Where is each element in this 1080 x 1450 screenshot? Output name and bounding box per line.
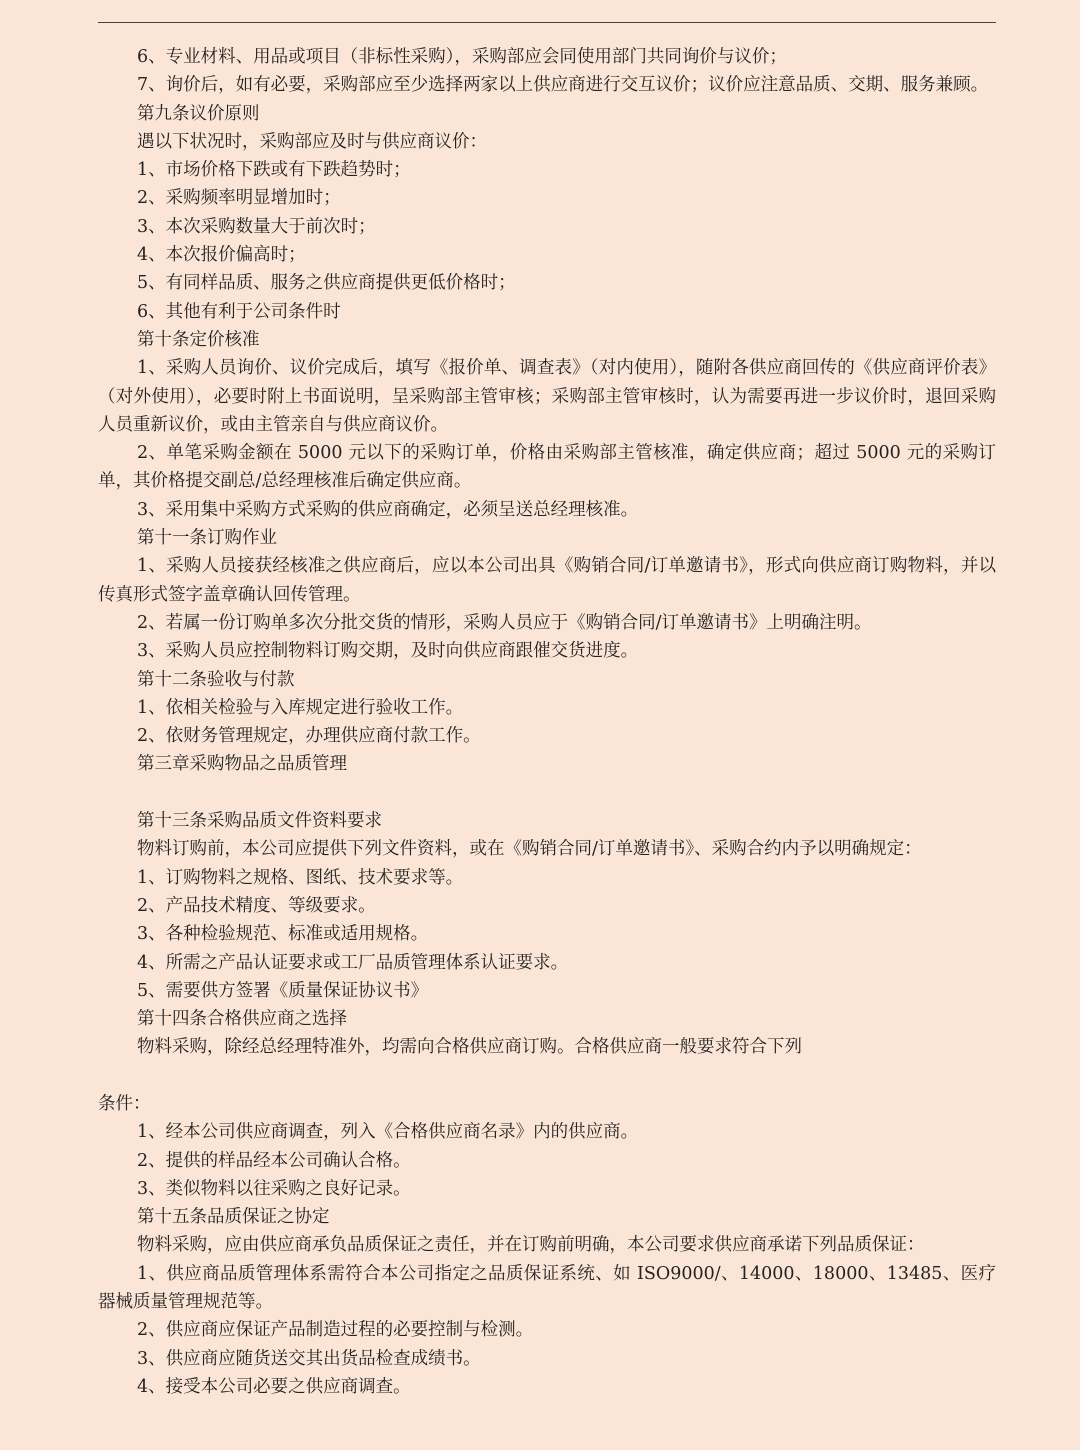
- blank-line: [98, 1062, 996, 1090]
- section-pricing-and-ordering: [98, 43, 996, 779]
- paragraph: 4、本次报价偏高时；: [137, 245, 306, 266]
- paragraph: 4、接受本公司必要之供应商调查。: [137, 1376, 411, 1397]
- paragraph: 第十条定价核准: [137, 329, 260, 350]
- blank-line: [98, 779, 996, 807]
- paragraph: 1、采购人员询价、议价完成后，填写《报价单、调查表》（对内使用），随附各供应商回传的《供应商评价表》（对外使用），必要时附上书面说明，呈采购部主管审核；采购部主管审核时，认为需要再进一步议价时，退回采购人员重新议价，或由主管亲自与供应商议价。: [98, 358, 996, 435]
- section-supplier-conditions: [98, 1118, 996, 1401]
- top-divider: [98, 22, 996, 23]
- paragraph: 物料订购前，本公司应提供下列文件资料，或在《购销合同/订单邀请书》、采购合约内予以明确规定：: [137, 839, 922, 860]
- paragraph: 1、订购物料之规格、图纸、技术要求等。: [137, 867, 464, 888]
- document-body: [98, 43, 996, 1401]
- paragraph: 2、提供的样品经本公司确认合格。: [137, 1150, 411, 1171]
- section-quality-management: [98, 807, 996, 1062]
- paragraph: 第十三条采购品质文件资料要求: [137, 811, 382, 832]
- paragraph: 第三章采购物品之品质管理: [137, 754, 347, 775]
- paragraph: 2、产品技术精度、等级要求。: [137, 895, 376, 916]
- paragraph: 物料采购，应由供应商承负品质保证之责任，并在订购前明确，本公司要求供应商承诺下列品质保证：: [137, 1235, 925, 1256]
- paragraph: 3、各种检验规范、标准或适用规格。: [137, 924, 429, 945]
- paragraph: 遇以下状况时，采购部应及时与供应商议价：: [137, 131, 487, 152]
- paragraph: 1、经本公司供应商调查，列入《合格供应商名录》内的供应商。: [137, 1122, 639, 1143]
- paragraph: 1、市场价格下跌或有下跌趋势时；: [137, 160, 411, 181]
- conditions-label: 条件：: [98, 1093, 151, 1114]
- paragraph: 1、供应商品质管理体系需符合本公司指定之品质保证系统、如 ISO9000/、14000、18000、13485、医疗器械质量管理规范等。: [98, 1263, 996, 1313]
- paragraph: 5、有同样品质、服务之供应商提供更低价格时；: [137, 273, 516, 294]
- paragraph: 2、供应商应保证产品制造过程的必要控制与检测。: [137, 1320, 534, 1341]
- paragraph: 3、本次采购数量大于前次时；: [137, 216, 376, 237]
- paragraph: 第十五条品质保证之协定: [137, 1207, 330, 1228]
- paragraph: 3、采购人员应控制物料订购交期，及时向供应商跟催交货进度。: [137, 641, 639, 662]
- paragraph: 2、采购频率明显增加时；: [137, 188, 341, 209]
- paragraph: 第十二条验收与付款: [137, 669, 295, 690]
- paragraph: 4、所需之产品认证要求或工厂品质管理体系认证要求。: [137, 952, 569, 973]
- paragraph: 1、采购人员接获经核准之供应商后，应以本公司出具《购销合同/订单邀请书》，形式向供应商订购物料，并以传真形式签字盖章确认回传管理。: [98, 556, 996, 605]
- paragraph: 6、专业材料、用品或项目（非标性采购），采购部应会同使用部门共同询价与议价；: [137, 47, 787, 67]
- paragraph: 3、供应商应随货送交其出货品检查成绩书。: [137, 1348, 481, 1369]
- paragraph: 2、若属一份订购单多次分批交货的情形，采购人员应于《购销合同/订单邀请书》上明确注明。: [137, 612, 872, 633]
- paragraph: 2、依财务管理规定，办理供应商付款工作。: [137, 726, 481, 747]
- paragraph: 6、其他有利于公司条件时: [137, 301, 341, 322]
- paragraph: 7、询价后，如有必要，采购部应至少选择两家以上供应商进行交互议价；议价应注意品质、交期、服务兼顾。: [137, 75, 989, 96]
- paragraph: 2、单笔采购金额在 5000 元以下的采购订单，价格由采购部主管核准，确定供应商；超过 5000 元的采购订单，其价格提交副总/总经理核准后确定供应商。: [98, 443, 996, 492]
- paragraph: 物料采购，除经总经理特准外，均需向合格供应商订购。合格供应商一般要求符合下列: [137, 1037, 802, 1058]
- paragraph: 第十一条订购作业: [137, 528, 277, 549]
- paragraph: 3、采用集中采购方式采购的供应商确定，必须呈送总经理核准。: [137, 499, 639, 520]
- paragraph: 5、需要供方签署《质量保证协议书》: [137, 980, 429, 1001]
- paragraph: 第九条议价原则: [137, 103, 260, 124]
- paragraph: 3、类似物料以往采购之良好记录。: [137, 1178, 411, 1199]
- paragraph: 第十四条合格供应商之选择: [137, 1009, 347, 1030]
- paragraph: 1、依相关检验与入库规定进行验收工作。: [137, 697, 464, 718]
